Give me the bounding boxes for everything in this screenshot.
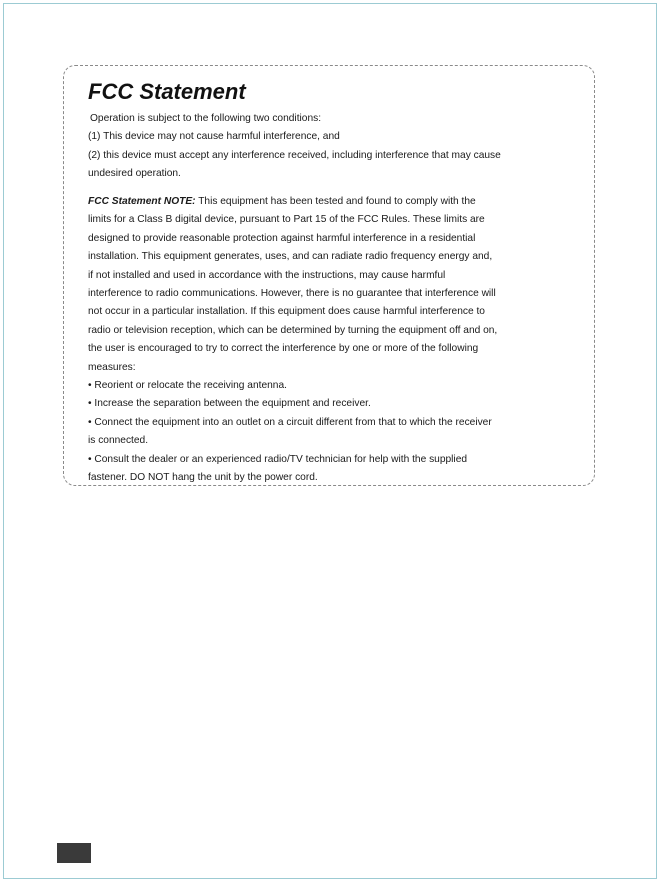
intro-line: (1) This device may not cause harmful interference, and: [88, 131, 340, 143]
note-line: radio or television reception, which can be determined by turning the equipment off and on,: [88, 324, 498, 336]
bullet-item: • Increase the separation between the equipment and receiver.: [88, 398, 371, 410]
note-label: FCC Statement NOTE:: [88, 196, 196, 207]
note-line: measures:: [88, 361, 136, 373]
intro-line: Operation is subject to the following two conditions:: [90, 113, 322, 124]
note-line: designed to provide reasonable protection against harmful interference in a residential: [88, 232, 476, 244]
note-line: the user is encouraged to try to correct the interference by one or more of the following: [88, 343, 479, 355]
bullet-item-continuation: fastener. DO NOT hang the unit by the power cord.: [88, 472, 318, 484]
note-line: installation. This equipment generates, uses, and can radiate radio frequency energy and,: [88, 251, 493, 263]
note-line: [88, 193, 568, 211]
fcc-title: FCC Statement: [88, 79, 246, 104]
bullet-item: • Reorient or relocate the receiving antenna.: [88, 380, 287, 392]
note-line: if not installed and used in accordance with the instructions, may cause harmful: [88, 269, 446, 281]
note-text: This equipment has been tested and found to comply with the: [195, 196, 476, 207]
bullet-item-continuation: is connected.: [88, 435, 149, 447]
bullet-item: • Connect the equipment into an outlet on a circuit different from that to which the receiver: [88, 416, 492, 428]
intro-line: undesired operation.: [88, 168, 181, 180]
intro-line: (2) this device must accept any interference received, including interference that may cause: [88, 149, 501, 161]
note-line: interference to radio communications. However, there is no guarantee that interference will: [88, 288, 496, 300]
intro-paragraph: [88, 110, 568, 184]
note-paragraph: [88, 193, 568, 488]
note-line: limits for a Class B digital device, pursuant to Part 15 of the FCC Rules. These limits are: [88, 214, 485, 226]
page-number-tab: [57, 843, 91, 863]
bullet-item: • Consult the dealer or an experienced radio/TV technician for help with the supplied: [88, 453, 468, 465]
note-line: not occur in a particular installation. If this equipment does cause harmful interference to: [88, 306, 485, 318]
